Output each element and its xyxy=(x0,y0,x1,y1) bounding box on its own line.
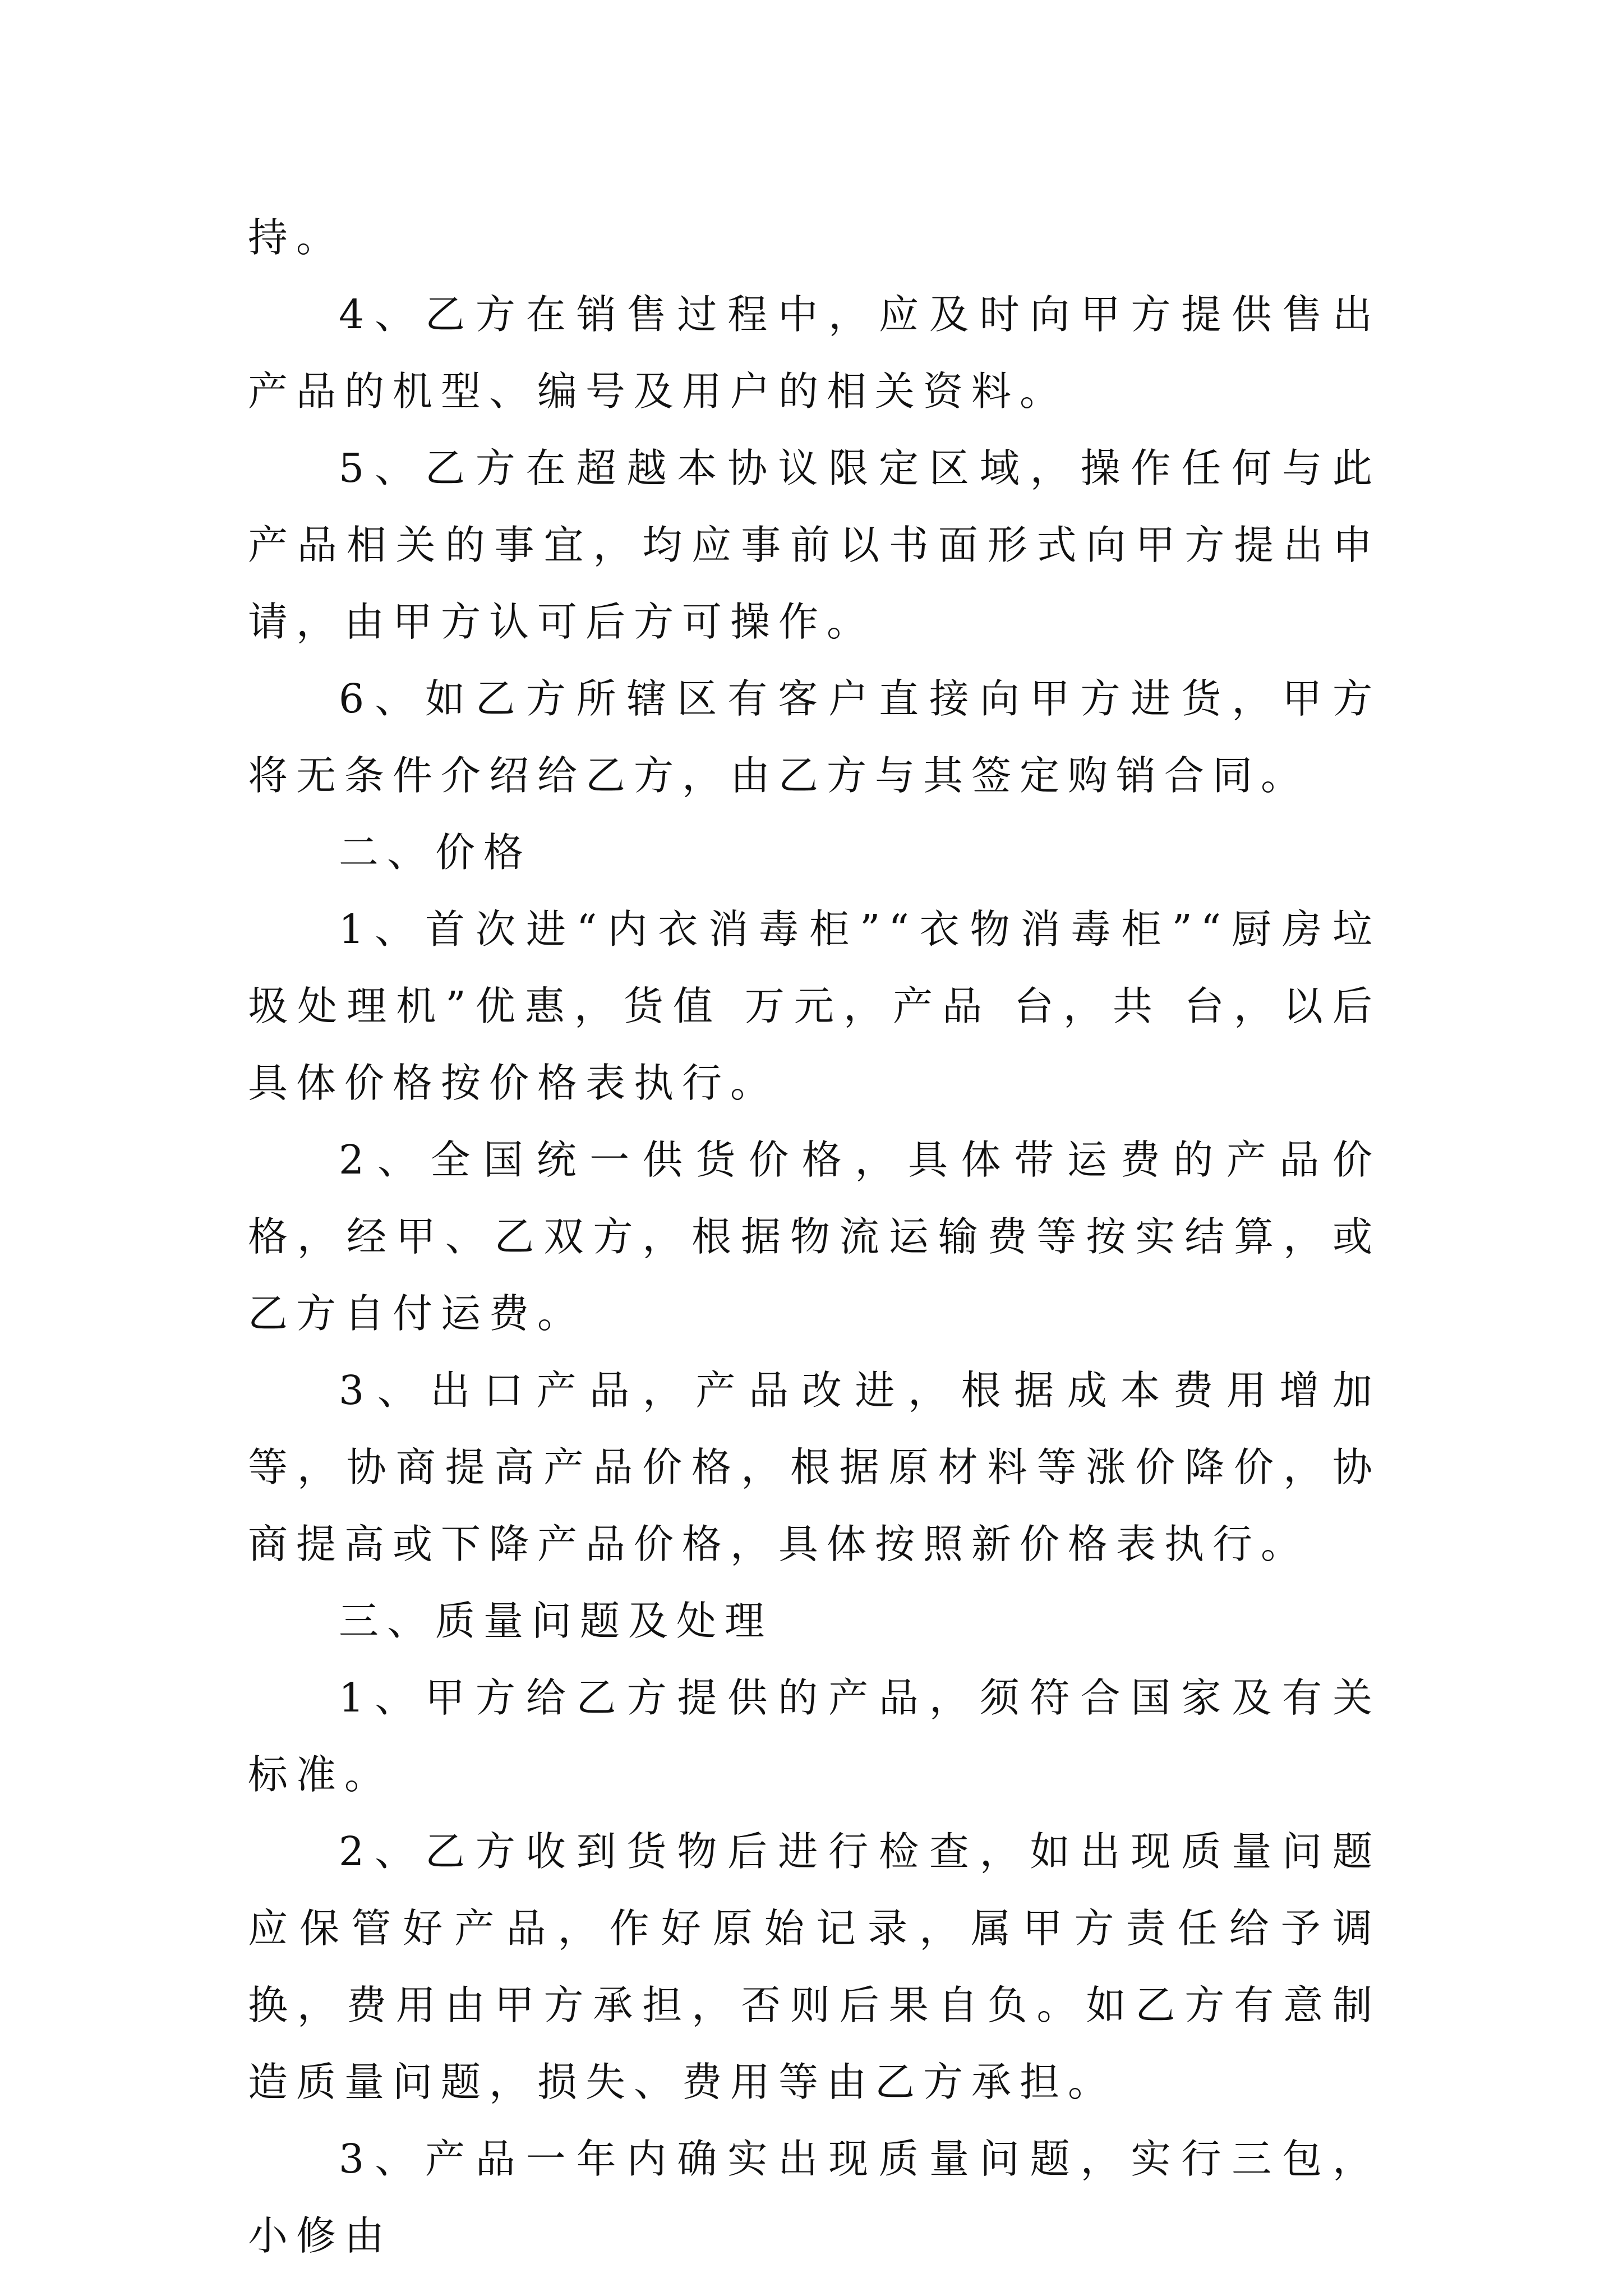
clause-1-6: 6、如乙方所辖区有客户直接向甲方进货，甲方将无条件介绍给乙方，由乙方与其签定购销合同。 xyxy=(248,675,1381,799)
clause-2-2: 2、全国统一供货价格，具体带运费的产品价格，经甲、乙双方，根据物流运输费等按实结算，或乙方自付运费。 xyxy=(248,1137,1381,1337)
paragraph-continuation: 持。 xyxy=(248,214,345,261)
clause-2-1: 1、首次进“内衣消毒柜”“衣物消毒柜”“厨房垃圾处理机”优惠，货值 万元，产品 台，共 台，以后具体价格按价格表执行。 xyxy=(248,906,1381,1106)
clause-3-1: 1、甲方给乙方提供的产品，须符合国家及有关标准。 xyxy=(248,1674,1381,1798)
section-heading-quality: 三、质量问题及处理 xyxy=(339,1598,773,1644)
clause-3-2: 2、乙方收到货物后进行检查，如出现质量问题应保管好产品，作好原始记录，属甲方责任给予调换，费用由甲方承担，否则后果自负。如乙方有意制造质量问题，损失、费用等由乙方承担。 xyxy=(248,1828,1381,2105)
clause-3-3: 3、产品一年内确实出现质量问题，实行三包，小修由 xyxy=(248,2136,1381,2259)
section-heading-price: 二、价格 xyxy=(339,829,532,876)
clause-2-3: 3、出口产品，产品改进，根据成本费用增加等，协商提高产品价格，根据原材料等涨价降价，协商提高或下降产品价格，具体按照新价格表执行。 xyxy=(248,1367,1381,1567)
clause-1-5: 5、乙方在超越本协议限定区域，操作任何与此产品相关的事宜，均应事前以书面形式向甲方提出申请，由甲方认可后方可操作。 xyxy=(248,445,1381,645)
clause-1-4: 4、乙方在销售过程中，应及时向甲方提供售出产品的机型、编号及用户的相关资料。 xyxy=(248,291,1381,415)
document-body xyxy=(248,199,1381,2274)
